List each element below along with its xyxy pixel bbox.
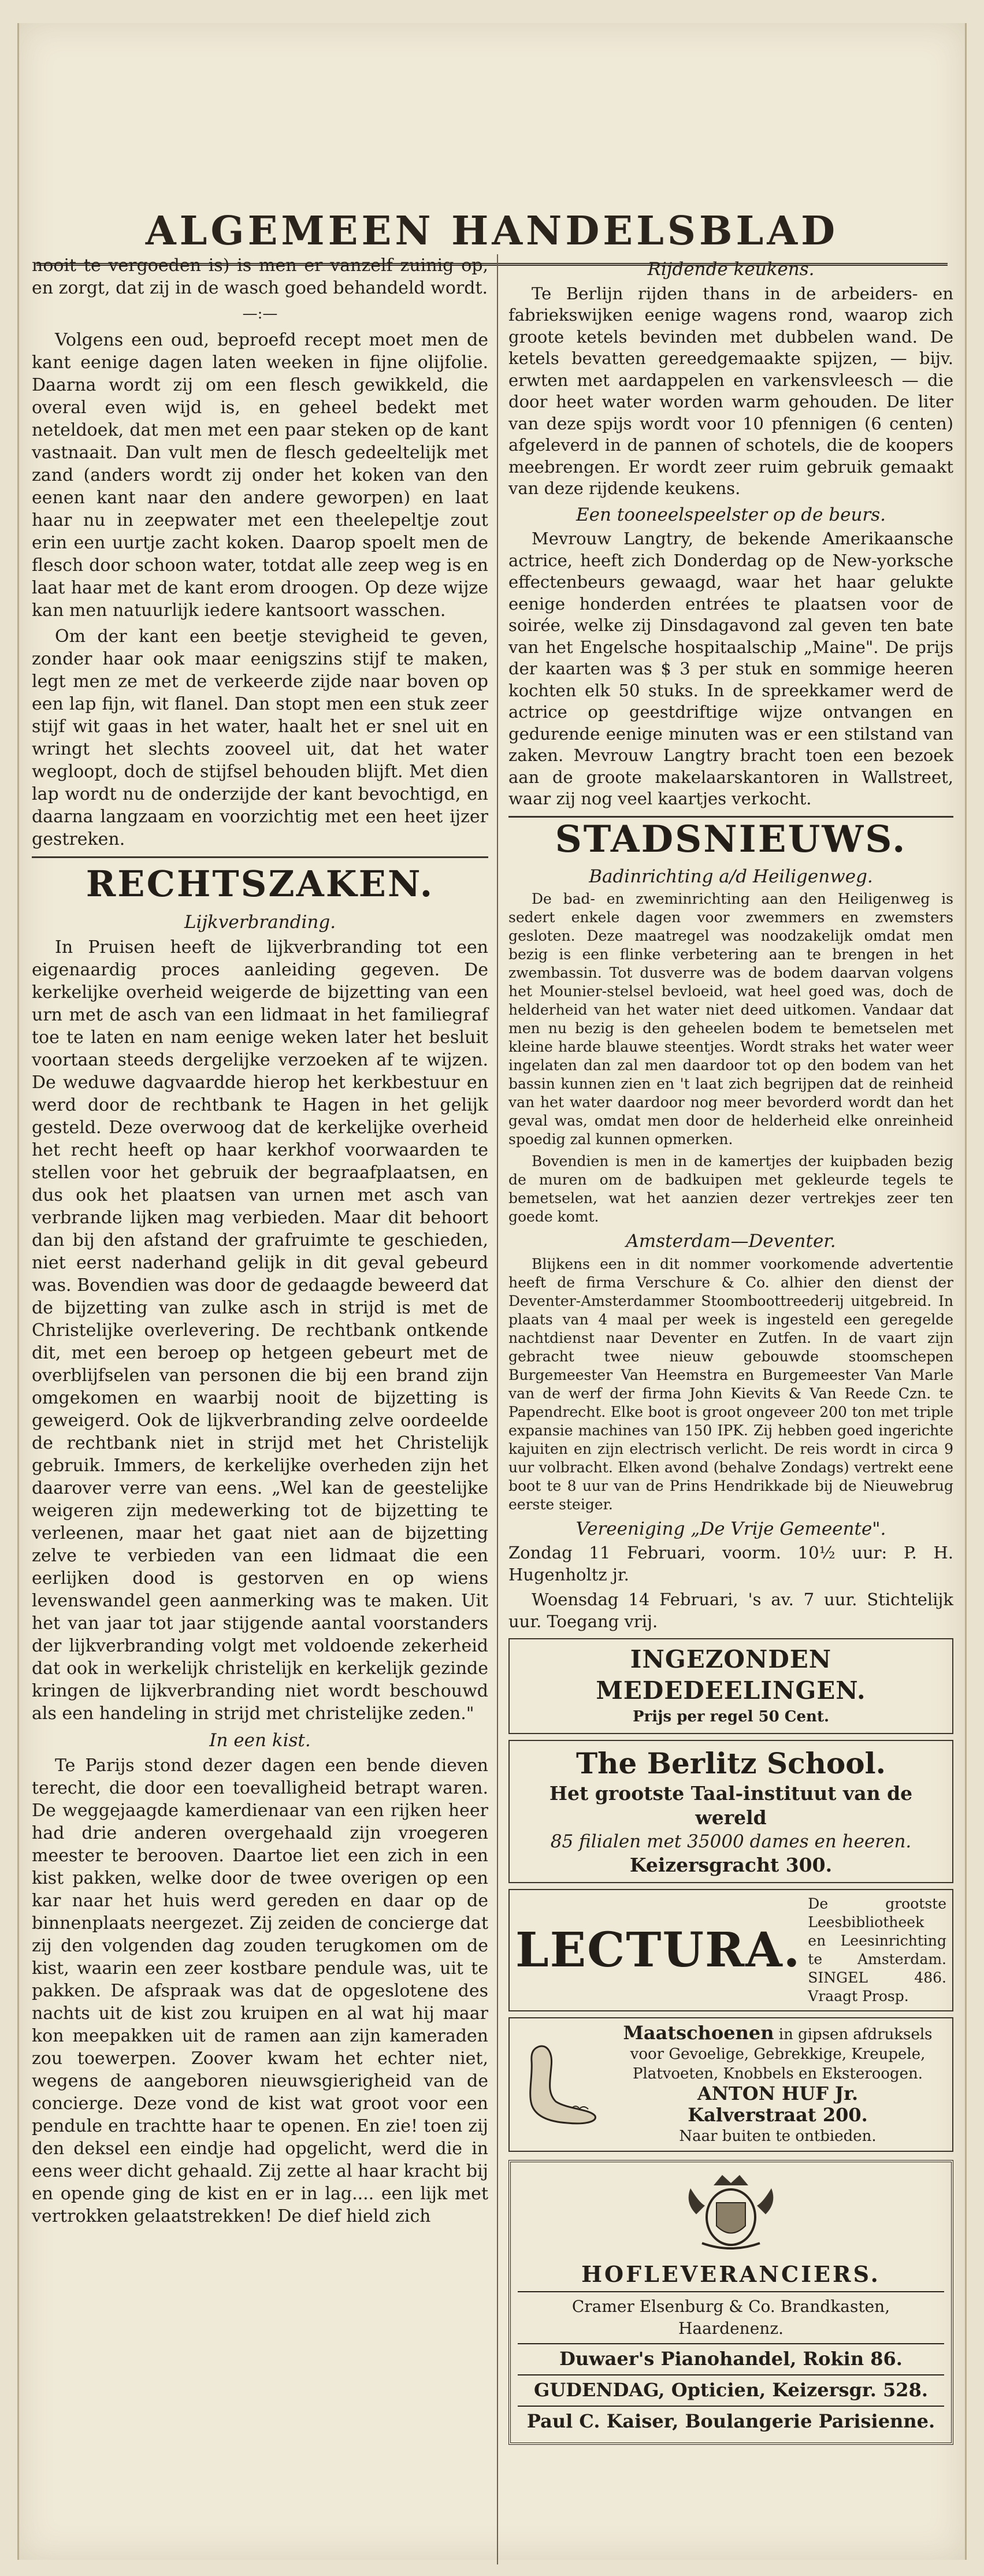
article-paragraph: Om der kant een beetje stevigheid te geven, zonder haar ook maar eenigszins stijf te maken, legt men ze met de verkeerde zijde naar boven op een lap fijn, wit flanel. Dan stopt men een stuk zeer stijf wit gaas in het water, haalt het er snel uit en wringt het slechts zooveel uit, dat het water wegloopt, doch de stijfsel behouden blijft. Met dien lap wordt nu de onderzijde der kant bevochtigd, en daarna langzaam en voorzichtig met een heet ijzer gestreken. <box>32 626 488 849</box>
shoe-ad-heading: Maatschoenen <box>623 2021 774 2044</box>
hof-row: Cramer Elsenburg & Co. Brandkasten, Haardenenz. <box>518 2291 944 2343</box>
article-subheading: Vereeniging „De Vrije Gemeente". <box>575 1518 886 1539</box>
ingezonden-title: INGEZONDEN MEDEDEELINGEN. <box>596 1645 866 1705</box>
article-paragraph: Blijkens een in dit nommer voorkomende advertentie heeft de firma Verschure & Co. alhier den dienst der Deventer-Amsterdammer Stoomboottreederij uitgebreid. In plaats van 4 maal per week is ingesteld een geregelde nachtdienst naar Deventer en Zutfen. In de vaart zijn gebracht twee nieuw gebouwde stoomschepen Burgemeester Van Heemstra en Burgemeester Van Marle van de werf der firma John Kievits & Van Reede Czn. te Papendrecht. Elke boot is groot ongeveer 200 ton met triple expansie machines van 150 IPK. Zij hebben goed ingerichte kajuiten en zijn electrisch verlicht. De reis wordt in circa 9 uur volbracht. Elken avond (behalve Zondags) vertrekt eene boot te 8 uur van de Prins Hendrikkade bij de Nieuwebrug eerste steiger. <box>508 1255 953 1513</box>
berlitz-title: The Berlitz School. <box>575 1746 886 1780</box>
section-heading: STADSNIEUWS. <box>508 816 953 862</box>
article-subheading: Een tooneelspeelster op de beurs. <box>575 504 886 525</box>
shoe-ad <box>508 2017 953 2152</box>
foot-icon <box>515 2041 602 2128</box>
section-heading: RECHTSZAKEN. <box>32 856 488 907</box>
article-paragraph: Zondag 11 Februari, voorm. 10½ uur: P. H. Hugenholtz jr. <box>508 1543 953 1584</box>
royal-coat-of-arms-icon <box>667 2168 794 2255</box>
lectura-ad <box>508 1889 953 2011</box>
hofleveranciers-title: HOFLEVERANCIERS. <box>581 2261 881 2287</box>
ingezonden-price: Prijs per regel 50 Cent. <box>632 1708 830 1725</box>
newspaper-title: ALGEMEEN HANDELSBLAD <box>145 208 839 254</box>
shoe-ad-note: Naar buiten te ontbieden. <box>679 2127 877 2145</box>
hof-row-text: GUDENDAG, Opticien, Keizersgr. 528. <box>534 2378 928 2401</box>
berlitz-tagline: Het grootste Taal-instituut van de wereld <box>549 1781 913 1829</box>
right-column <box>508 254 953 2564</box>
ingezonden-header <box>508 1638 953 1734</box>
berlitz-ad <box>508 1740 953 1883</box>
lectura-brand: LECTURA. <box>515 1922 801 1978</box>
hof-row <box>518 2406 944 2437</box>
article-subheading: Amsterdam—Deventer. <box>626 1231 836 1252</box>
left-column <box>32 254 488 2564</box>
shoe-ad-body: in gipsen afdruksels voor Gevoelige, Gebrekkige, Kreupele, Platvoeten, Knobbels en Eksteroogen. <box>630 2025 933 2083</box>
article-paragraph: Volgens een oud, beproefd recept moet men de kant eenige dagen laten weeken in fijne olijfolie. Daarna wordt zij om een flesch gewikkeld, die overal even wijd is, en geheel bedekt met neteldoek, dat men met een paar steken op de kant vastnaait. Dan vult men de flesch gedeeltelijk met zand (anders wordt zij onder het koken van den eenen kant naar den andere geworpen) en laat haar nu in zeepwater met een theelepeltje zout erin een uurtje zacht koken. Daarop spoelt men de flesch door schoon water, totdat alle zeep weg is en laat haar met de kant erom droogen. Op deze wijze kan men natuurlijk iedere kantsoort wasschen. <box>32 330 488 621</box>
hofleveranciers-ad <box>508 2160 953 2445</box>
article-subheading: Badinrichting a/d Heiligenweg. <box>589 866 873 887</box>
hof-row <box>518 2374 944 2406</box>
lectura-text: De grootste Leesbibliotheek en Leesinrichting te Amsterdam. SINGEL 486. Vraagt Prosp. <box>808 1895 946 2005</box>
article-paragraph: Bovendien is men in de kamertjes der kuipbaden bezig de muren om de badkuipen met gekleurde tegels te bemetselen, wat het aanzien dezer vertrekjes zeer ten goede komt. <box>508 1153 953 1225</box>
article-paragraph: De bad- en zweminrichting aan den Heiligenweg is sedert enkele dagen voor zwemmers en zwemsters gesloten. Deze maatregel was noodzakelijk omdat men bezig is een flinke verbetering aan te brengen in het zwembassin. Tot dusverre was de bodem daarvan volgens het Mounier-stelsel bevloeid, wat heel goed was, doch de helderheid van het water niet deed uitkomen. Vandaar dat men nu bezig is den geheelen bodem te bemetselen met kleine harde blauwe steentjes. Wordt straks het water weer ingelaten dan zal men daardoor tot op den bodem van het bassin kunnen zien en 't laat zich begrijpen dat de reinheid van het water daardoor nog meer bevorderd wordt dan het geval was, omdat men door de helderheid elke onreinheid spoedig zal kunnen opmerken. <box>508 890 953 1148</box>
shoe-ad-address: Kalverstraat 200. <box>688 2103 868 2126</box>
berlitz-address: Keizersgracht 300. <box>629 1853 833 1876</box>
hof-row-text: Paul C. Kaiser, Boulangerie Parisienne. <box>526 2410 935 2432</box>
hof-row <box>518 2343 944 2374</box>
article-subheading: In een kist. <box>209 1730 311 1751</box>
article-paragraph: In Pruisen heeft de lijkverbranding tot een eigenaardig proces aanleiding gegeven. De kerkelijke overheid weigerde de bijzetting van een urn met de asch van een lidmaat in het familiegraf toe te laten en nam eenige weken later het besluit voortaan steeds dergelijke verzoeken af te wijzen. De weduwe dagvaardde hierop het kerkbestuur en werd door de rechtbank te Hagen in het gelijk gesteld. Deze overwoog dat de kerkelijke overheid het recht heeft op haar kerkhof voorwaarden te stellen voor het gebruik der begraafplaatsen, en dus ook het plaatsen van urnen met asch van verbrande lijken mag verbieden. Maar dit behoort dan bij den afstand der grafruimte te geschieden, niet eerst naderhand gelijk in dit geval gebeurd was. Bovendien was door de gedaagde beweerd dat de bijzetting van zulke asch in strijd is met de Christelijke overlevering. De rechtbank ontkende dit, met een beroep op hetgeen gebeurt met de overblijfselen van personen die bij een brand zijn omgekomen en waarbij nooit de bijzetting is geweigerd. Ook de lijkverbranding zelve oordeelde de rechtbank niet in strijd met het Christelijk gebruik. Immers, de kerkelijke overheden zijn het daarover verre van eens. „Wel kan de geestelijke weigeren zijn medewerking tot de bijzetting te verleenen, maar het gaat niet aan de bijzetting zelve te verbieden van een lidmaat die een eerlijken dood is gestorven en op wiens levenswandel geen aanmerking was te maken. Uit het van jaar tot jaar stijgende aantal voorstanders der lijkverbranding volgt met voldoende zekerheid dat ook in werkelijk christelijk en kerkelijk gezinde kringen de lijkverbranding niet wordt beschouwd als een handeling in strijd met christelijke zeden." <box>32 937 488 1724</box>
article-paragraph: nooit te vergoeden is) is men er vanzelf zuinig op, en zorgt, dat zij in de wasch goed behandeld wordt. <box>32 255 488 298</box>
article-subheading: Rijdende keukens. <box>647 259 815 280</box>
separator: —:— <box>242 305 278 322</box>
berlitz-branches: 85 filialen met 35000 dames en heeren. <box>550 1831 912 1852</box>
article-paragraph: Te Berlijn rijden thans in de arbeiders- en fabriekswijken eenige wagens rond, waarop zich groote ketels bevinden met dubbelen wand. De ketels bevatten gereedgemaakte spijzen, — bijv. erwten met aardappelen en varkensvleesch — die door heet water worden warm gehouden. De liter van deze spijs wordt voor 10 pfennigen (6 centen) afgeleverd in de pannen of schotels, die de koopers meebrengen. Er wordt zeer ruim gebruik gemaakt van deze rijdende keukens. <box>508 283 953 498</box>
article-paragraph: Te Parijs stond dezer dagen een bende dieven terecht, die door een toevalligheid betrapt waren. De weggejaagde kamerdienaar van een rijken heer had drie anderen overgehaald zijn vroegeren meester te berooven. Daartoe liet een zich in een kist pakken, welke door de twee overigen op een kar naar het huis werd gereden en daar op de binnenplaats neergezet. Zij zeiden de concierge dat zij den volgenden dag zouden terugkomen om de kist, waarin een zeer kostbare pendule was, uit te pakken. De afspraak was dat de opgeslotene des nachts uit de kist zou kruipen en al wat hij maar kon meepakken uit de ramen aan zijn kameraden zou toewerpen. Zoover kwam het echter niet, wegens de aangeboren nieuwsgierigheid van de concierge. Deze vond de kist wat groot voor een pendule en trachtte haar te openen. En zie! toen zij den deksel een eindje had opgelicht, werd die in eens weer dicht gehaald. Zij zette al haar kracht bij en opende ging de kist en er in lag.... een lijk met vertrokken gelaatstrekken! De dief hield zich <box>32 1755 488 2226</box>
article-subheading: Lijkverbranding. <box>184 912 336 933</box>
article-paragraph: Mevrouw Langtry, de bekende Amerikaansche actrice, heeft zich Donderdag op de New-yorksche effectenbeurs gewaagd, waar het haar gelukte eenige honderden entrées te plaatsen voor de soirée, welke zij Dinsdagavond zal geven ten bate van het Engelsche hospitaalschip „Maine". De prijs der kaarten was $ 3 per stuk en sommige heeren kochten elk 50 stuks. In de spreekkamer werd de actrice op geestdriftige wijze ontvangen en gedurende eenige minuten was er een stilstand van zaken. Mevrouw Langtry bracht toen een bezoek aan de groote makelaarskantoren in Wallstreet, waar zij nog veel kaartjes verkocht. <box>508 529 953 808</box>
shoe-ad-text <box>609 2023 946 2146</box>
article-paragraph: Woensdag 14 Februari, 's av. 7 uur. Stichtelijk uur. Toegang vrij. <box>508 1590 953 1631</box>
column-divider <box>497 254 498 2564</box>
shoe-ad-name: ANTON HUF Jr. <box>697 2082 859 2104</box>
hof-row-text: Duwaer's Pianohandel, Rokin 86. <box>559 2347 903 2370</box>
